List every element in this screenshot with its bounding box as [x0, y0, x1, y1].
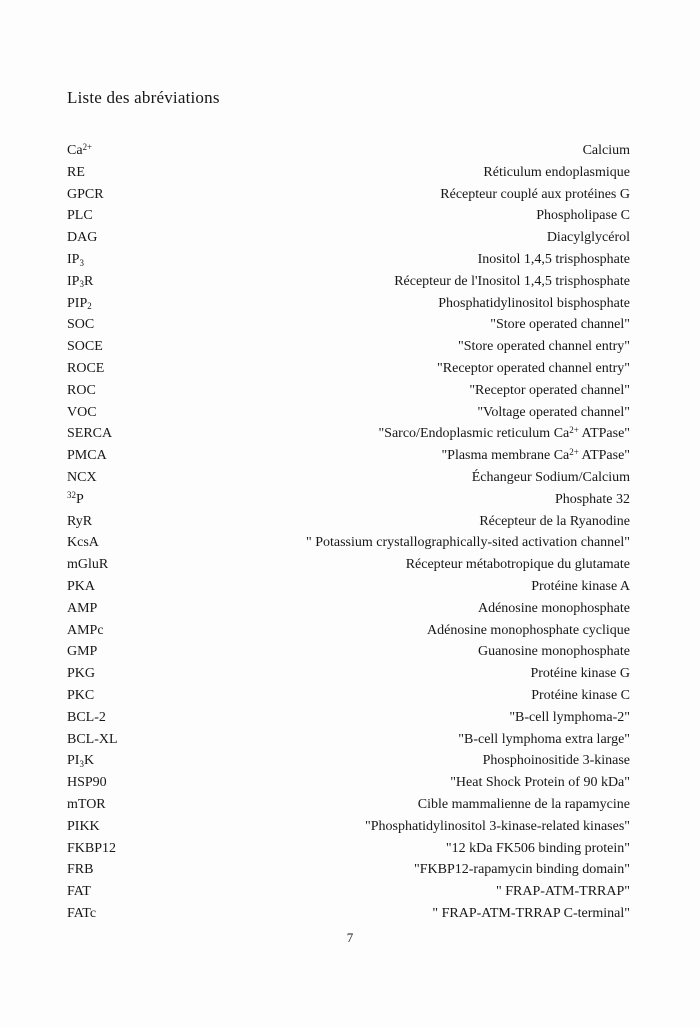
abbreviation-row	[67, 314, 630, 336]
abbreviation-definition: Calcium	[582, 143, 630, 158]
abbreviation-definition: Adénosine monophosphate	[477, 600, 630, 616]
abbreviation-definition: Adénosine monophosphate cyclique	[427, 622, 630, 638]
abbreviation-term: $^{32}$P	[67, 490, 84, 507]
abbreviation-row	[67, 903, 630, 925]
abbreviation-definition: Réticulum endoplasmique	[483, 164, 630, 180]
abbreviation-row	[67, 750, 630, 772]
abbreviation-row	[67, 423, 630, 445]
abbreviation-term: GPCR	[67, 186, 104, 202]
abbreviation-row	[67, 162, 630, 184]
abbreviation-term: FRB	[67, 862, 94, 878]
abbreviation-row	[67, 663, 630, 685]
abbreviation-row	[67, 576, 630, 598]
abbreviation-row	[67, 140, 630, 162]
abbreviation-term: PIKK	[67, 818, 100, 834]
abbreviation-definition: Protéine kinase A	[531, 578, 630, 594]
abbreviation-term: FAT	[67, 884, 91, 900]
abbreviation-term: mGluR	[67, 557, 109, 573]
abbreviation-definition: "Receptor operated channel entry"	[437, 360, 630, 376]
abbreviation-term: AMP	[67, 600, 98, 616]
abbreviation-definition: Protéine kinase C	[531, 687, 630, 703]
abbreviation-row	[67, 249, 630, 271]
abbreviation-definition: Récepteur couplé aux protéines G	[440, 186, 630, 202]
abbreviation-definition: Protéine kinase G	[530, 666, 630, 682]
abbreviation-term: PLC	[67, 208, 93, 224]
abbreviation-row	[67, 380, 630, 402]
abbreviation-row	[67, 402, 630, 424]
abbreviation-row	[67, 729, 630, 751]
abbreviation-term: BCL-XL	[67, 731, 118, 747]
abbreviation-row	[67, 620, 630, 642]
abbreviation-definition: "B-cell lymphoma-2"	[509, 709, 630, 725]
abbreviation-row	[67, 859, 630, 881]
abbreviation-definition: Échangeur Sodium/Calcium	[471, 469, 630, 485]
abbreviation-row	[67, 794, 630, 816]
abbreviation-definition: "Store operated channel entry"	[458, 339, 630, 355]
abbreviation-term: RyR	[67, 513, 93, 529]
abbreviation-term: IP3	[67, 251, 84, 268]
abbreviation-row	[67, 271, 630, 293]
abbreviation-definition: "12 kDa FK506 binding protein"	[445, 840, 630, 856]
abbreviation-row	[67, 838, 630, 860]
abbreviation-definition: "Voltage operated channel"	[477, 404, 630, 420]
abbreviation-term: SERCA	[67, 426, 113, 442]
page-number: 7	[346, 930, 354, 945]
abbreviation-row	[67, 772, 630, 794]
abbreviation-definition: "FKBP12-rapamycin binding domain"	[414, 862, 630, 878]
abbreviation-row	[67, 205, 630, 227]
abbreviation-definition: Diacylglycérol	[546, 230, 630, 246]
abbreviation-term: GMP	[67, 644, 98, 660]
abbreviation-term: FKBP12	[67, 840, 117, 856]
abbreviation-definition: "Sarco/Endoplasmic reticulum $Ca^{2+}$ ATPase"	[378, 425, 630, 442]
abbreviation-term: mTOR	[67, 796, 106, 812]
abbreviation-row	[67, 445, 630, 467]
abbreviation-term: RE	[67, 164, 85, 180]
abbreviation-row	[67, 598, 630, 620]
abbreviation-term: PKA	[67, 578, 96, 594]
abbreviation-term: PMCA	[67, 448, 107, 464]
abbreviation-term: NCX	[67, 469, 97, 485]
abbreviation-term: PKC	[67, 687, 95, 703]
abbreviation-definition: Phosphate 32	[554, 491, 630, 507]
abbreviation-term: SOC	[67, 317, 95, 333]
abbreviation-row	[67, 881, 630, 903]
abbreviation-definition: Guanosine monophosphate	[477, 644, 630, 660]
abbreviation-term: PKG	[67, 666, 96, 682]
abbreviation-row	[67, 641, 630, 663]
abbreviation-row	[67, 554, 630, 576]
abbreviation-term: HSP90	[67, 775, 107, 791]
abbreviation-row	[67, 489, 630, 511]
abbreviation-definition: "B-cell lymphoma extra large"	[458, 731, 630, 747]
abbreviation-definition: "Receptor operated channel"	[469, 382, 630, 398]
abbreviation-term: SOCE	[67, 339, 103, 355]
abbreviation-definition: "Phosphatidylinositol 3-kinase-related kinases"	[365, 818, 630, 834]
abbreviation-definition: Récepteur de l'Inositol 1,4,5 trisphosphate	[394, 273, 630, 289]
abbreviation-term: ROCE	[67, 360, 105, 376]
abbreviation-definition: "Plasma membrane $Ca^{2+}$ ATPase"	[441, 446, 630, 464]
abbreviation-term: $Ca^{2+}$	[67, 141, 93, 158]
abbreviation-definition: " Potassium crystallographically-sited activation channel"	[305, 535, 630, 551]
abbreviation-row	[67, 816, 630, 838]
abbreviation-definition: Inositol 1,4,5 trisphosphate	[477, 251, 630, 267]
abbreviation-definition: Phosphoinositide 3-kinase	[482, 753, 630, 769]
page-title: Liste des abréviations	[67, 88, 220, 107]
abbreviation-definition: "Heat Shock Protein of 90 kDa"	[450, 775, 630, 791]
abbreviation-definition: Récepteur de la Ryanodine	[479, 513, 630, 529]
abbreviation-term: BCL-2	[67, 709, 106, 725]
abbreviation-row	[67, 184, 630, 206]
abbreviation-definition: " FRAP-ATM-TRRAP"	[496, 884, 630, 900]
abbreviation-row	[67, 685, 630, 707]
abbreviation-definition: Cible mammalienne de la rapamycine	[417, 796, 630, 812]
abbreviation-term: DAG	[67, 230, 98, 246]
abbreviation-term: AMPc	[67, 622, 104, 638]
abbreviation-term: KcsA	[67, 535, 99, 551]
abbreviation-term: FATc	[67, 905, 97, 921]
abbreviation-row	[67, 467, 630, 489]
abbreviation-term: VOC	[67, 404, 97, 420]
abbreviation-row	[67, 336, 630, 358]
abbreviation-definition: "Store operated channel"	[490, 317, 630, 333]
abbreviation-row	[67, 511, 630, 533]
abbreviation-term: PI3K	[67, 753, 95, 769]
abbreviation-row	[67, 532, 630, 554]
abbreviation-row	[67, 707, 630, 729]
abbreviation-definition: Récepteur métabotropique du glutamate	[405, 557, 630, 573]
abbreviation-list	[67, 140, 630, 925]
abbreviation-row	[67, 358, 630, 380]
abbreviation-row	[67, 227, 630, 249]
abbreviation-term: IP3R	[67, 273, 94, 290]
abbreviation-definition: " FRAP-ATM-TRRAP C-terminal"	[432, 905, 630, 921]
abbreviation-definition: Phospholipase C	[536, 208, 630, 224]
abbreviation-term: PIP2	[67, 295, 92, 312]
abbreviation-term: ROC	[67, 382, 96, 398]
abbreviation-row	[67, 293, 630, 315]
abbreviation-definition: Phosphatidylinositol bisphosphate	[438, 295, 630, 311]
